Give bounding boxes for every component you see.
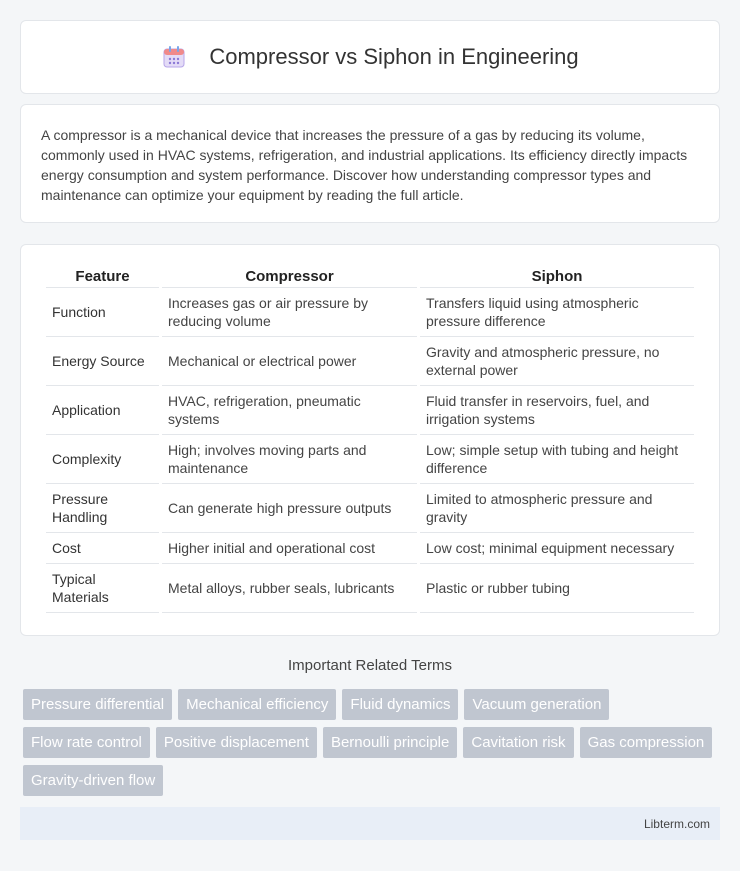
compressor-cell: Higher initial and operational cost xyxy=(162,533,417,564)
feature-cell: Complexity xyxy=(46,435,159,484)
header-card xyxy=(20,20,720,94)
tag-mechanical-efficiency[interactable]: Mechanical efficiency xyxy=(178,689,336,720)
table-header-row xyxy=(46,265,694,288)
feature-cell: Function xyxy=(46,288,159,337)
feature-cell: Application xyxy=(46,386,159,435)
table-row xyxy=(46,533,694,564)
siphon-cell: Transfers liquid using atmospheric pressure difference xyxy=(420,288,694,337)
header-siphon: Siphon xyxy=(420,265,694,288)
header-feature: Feature xyxy=(46,265,159,288)
table-row xyxy=(46,386,694,435)
table-row xyxy=(46,484,694,533)
tag-flow-rate-control[interactable]: Flow rate control xyxy=(23,727,150,758)
table-row xyxy=(46,288,694,337)
compressor-cell: HVAC, refrigeration, pneumatic systems xyxy=(162,386,417,435)
related-terms-tags xyxy=(23,689,723,796)
comparison-table-card xyxy=(20,244,720,636)
tag-positive-displacement[interactable]: Positive displacement xyxy=(156,727,317,758)
tag-vacuum-generation[interactable]: Vacuum generation xyxy=(464,689,609,720)
tag-gas-compression[interactable]: Gas compression xyxy=(580,727,713,758)
table-row xyxy=(46,337,694,386)
related-terms-title: Important Related Terms xyxy=(288,657,452,674)
calendar-icon xyxy=(161,44,187,70)
footer-site-link[interactable]: Libterm.com xyxy=(643,816,710,831)
compressor-cell: Can generate high pressure outputs xyxy=(162,484,417,533)
page-title: Compressor vs Siphon in Engineering xyxy=(209,44,579,69)
siphon-cell: Fluid transfer in reservoirs, fuel, and irrigation systems xyxy=(420,386,694,435)
table-row xyxy=(46,564,694,613)
intro-text: A compressor is a mechanical device that increases the pressure of a gas by reducing its volume, commonly used in HVAC systems, refrigeration, and industrial applications. Its efficiency directly impacts energy consumption and system performance. Discover how understanding compressor types and maintenance can optimize your equipment by reading the full article. xyxy=(41,127,688,203)
tag-bernoulli-principle[interactable]: Bernoulli principle xyxy=(323,727,457,758)
siphon-cell: Low cost; minimal equipment necessary xyxy=(420,533,694,564)
tag-pressure-differential[interactable]: Pressure differential xyxy=(23,689,172,720)
tag-fluid-dynamics[interactable]: Fluid dynamics xyxy=(342,689,458,720)
siphon-cell: Gravity and atmospheric pressure, no external power xyxy=(420,337,694,386)
feature-cell: Cost xyxy=(46,533,159,564)
compressor-cell: Increases gas or air pressure by reducing volume xyxy=(162,288,417,337)
siphon-cell: Plastic or rubber tubing xyxy=(420,564,694,613)
tag-cavitation-risk[interactable]: Cavitation risk xyxy=(463,727,573,758)
compressor-cell: Metal alloys, rubber seals, lubricants xyxy=(162,564,417,613)
intro-card xyxy=(20,104,720,223)
compressor-cell: High; involves moving parts and maintenance xyxy=(162,435,417,484)
siphon-cell: Low; simple setup with tubing and height difference xyxy=(420,435,694,484)
comparison-table xyxy=(43,265,697,613)
compressor-cell: Mechanical or electrical power xyxy=(162,337,417,386)
feature-cell: Energy Source xyxy=(46,337,159,386)
table-row xyxy=(46,435,694,484)
title-wrap xyxy=(161,44,578,70)
header-compressor: Compressor xyxy=(162,265,417,288)
tag-gravity-driven-flow[interactable]: Gravity-driven flow xyxy=(23,765,163,796)
footer xyxy=(20,807,720,840)
feature-cell: Pressure Handling xyxy=(46,484,159,533)
siphon-cell: Limited to atmospheric pressure and gravity xyxy=(420,484,694,533)
feature-cell: Typical Materials xyxy=(46,564,159,613)
